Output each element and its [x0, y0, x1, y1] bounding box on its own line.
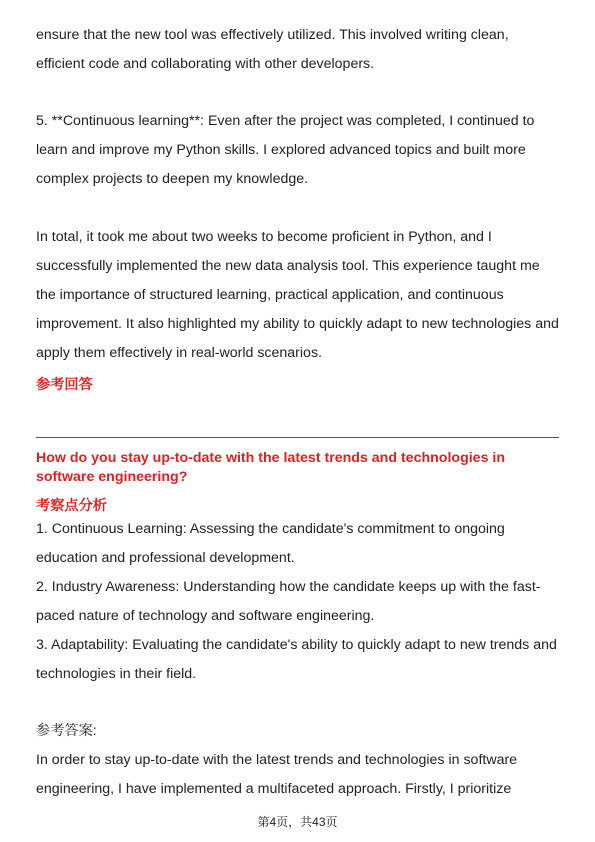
- point-5-paragraph: 5. **Continuous learning**: Even after the project was completed, I continued to learn and improve my Python skills. I explored advanced topics and built more complex projects to deepen my knowledge.: [36, 113, 535, 187]
- analysis-point-2: 2. Industry Awareness: Understanding how the candidate keeps up with the fast-paced nature of technology and software engineering.: [36, 579, 541, 624]
- continued-paragraph: ensure that the new tool was effectively utilized. This involved writing clean, efficient code and collaborating with other developers.: [36, 27, 509, 72]
- summary-paragraph: In total, it took me about two weeks to become proficient in Python, and I successfully implemented the new data analysis tool. This experience taught me the importance of structured learning, practical application, and continuous improvement. It also highlighted my ability to quickly adapt to new technologies and apply them effectively in real-world scenarios.: [36, 229, 559, 361]
- question-title: How do you stay up-to-date with the latest trends and technologies in software engineering?: [36, 450, 506, 485]
- reference-answer-heading: 参考回答: [36, 377, 93, 393]
- analysis-point-1: 1. Continuous Learning: Assessing the candidate's commitment to ongoing education and professional development.: [36, 521, 505, 566]
- analysis-heading: 考察点分析: [36, 498, 107, 514]
- answer-label: 参考答案:: [36, 723, 97, 739]
- analysis-point-3: 3. Adaptability: Evaluating the candidate's ability to quickly adapt to new trends and technologies in their field.: [36, 637, 557, 682]
- section-divider: [36, 437, 559, 438]
- page-footer: 第4页，共43页: [257, 815, 338, 829]
- answer-paragraph: In order to stay up-to-date with the latest trends and technologies in software engineering, I have implemented a multifaceted approach. Firstly, I prioritize: [36, 752, 518, 797]
